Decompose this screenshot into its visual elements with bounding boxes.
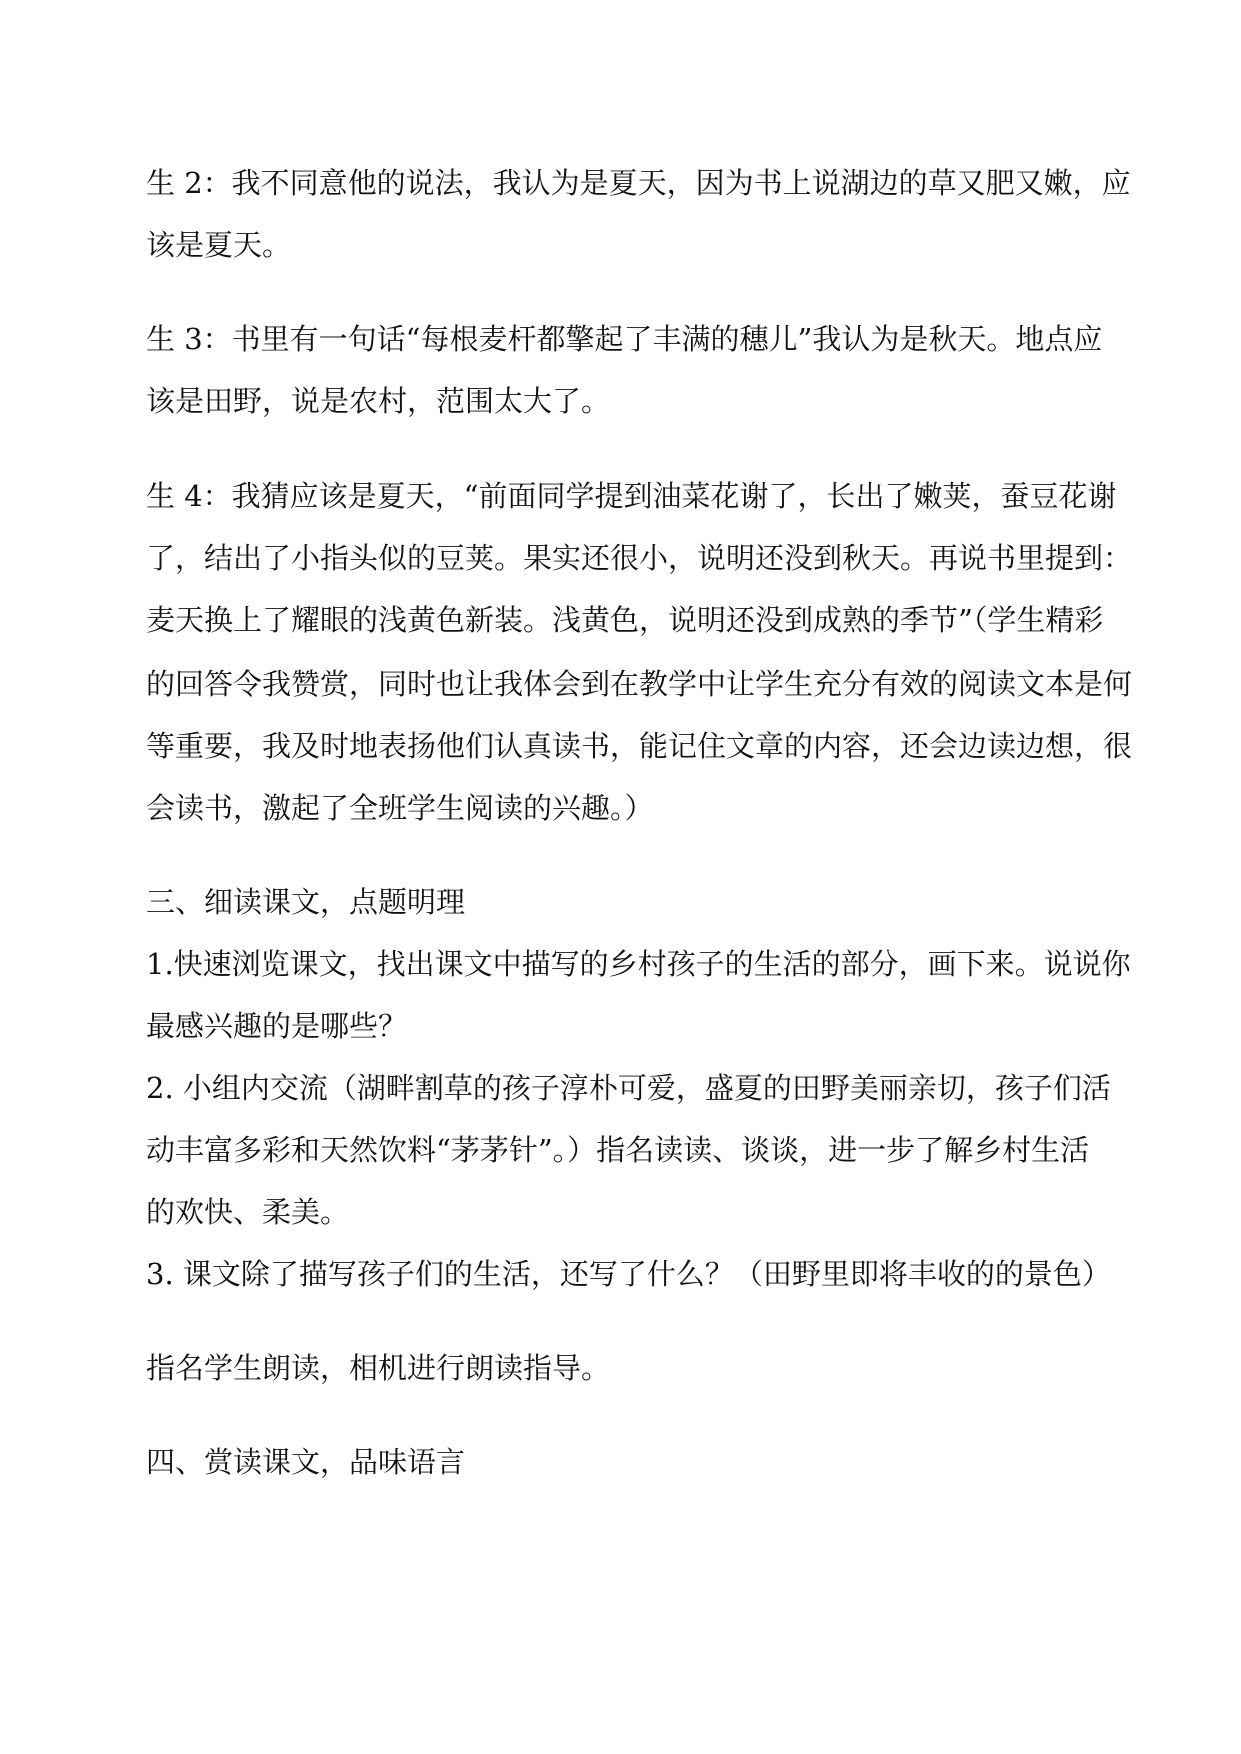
- paragraph-line: 该是田野，说是农村，范围太大了。: [146, 384, 611, 418]
- paragraph-line: 会读书，激起了全班学生阅读的兴趣。）: [146, 791, 654, 825]
- list-item: 3. 课文除了描写孩子们的生活，还写了什么？（田野里即将丰收的的景色）: [146, 1257, 1111, 1291]
- paragraph-line: 麦天换上了耀眼的浅黄色新装。浅黄色，说明还没到成熟的季节”（学生精彩: [146, 603, 1104, 637]
- paragraph-line: 生 3：书里有一句话“每根麦杆都擎起了丰满的穗儿”我认为是秋天。地点应: [146, 322, 1103, 356]
- list-item: 2. 小组内交流（湖畔割草的孩子淳朴可爱，盛夏的田野美丽亲切，孩子们活: [146, 1071, 1111, 1105]
- section-heading: 四、赏读课文，品味语言: [146, 1445, 466, 1479]
- paragraph-line: 了，结出了小指头似的豆荚。果实还很小，说明还没到秋天。再说书里提到：: [146, 541, 1133, 575]
- section-heading: 三、细读课文，点题明理: [146, 885, 466, 919]
- paragraph-line: 生 2：我不同意他的说法，我认为是夏天，因为书上说湖边的草又肥又嫩，应: [146, 166, 1131, 200]
- list-item: 动丰富多彩和天然饮料“茅茅针”。）指名读读、谈谈，进一步了解乡村生活: [146, 1133, 1090, 1167]
- list-item: 的欢快、柔美。: [146, 1195, 350, 1229]
- list-item: 1.快速浏览课文，找出课文中描写的乡村孩子的生活的部分，画下来。说说你: [146, 947, 1131, 981]
- paragraph-line: 该是夏天。: [146, 228, 292, 262]
- paragraph-line: 的回答令我赞赏，同时也让我体会到在教学中让学生充分有效的阅读文本是何: [146, 667, 1133, 701]
- paragraph-line: 生 4：我猜应该是夏天，“前面同学提到油菜花谢了，长出了嫩荚，蚕豆花谢: [146, 479, 1117, 513]
- paragraph-line: 指名学生朗读，相机进行朗读指导。: [146, 1351, 611, 1385]
- list-item: 最感兴趣的是哪些？: [146, 1009, 408, 1043]
- paragraph-line: 等重要，我及时地表扬他们认真读书，能记住文章的内容，还会边读边想，很: [146, 729, 1133, 763]
